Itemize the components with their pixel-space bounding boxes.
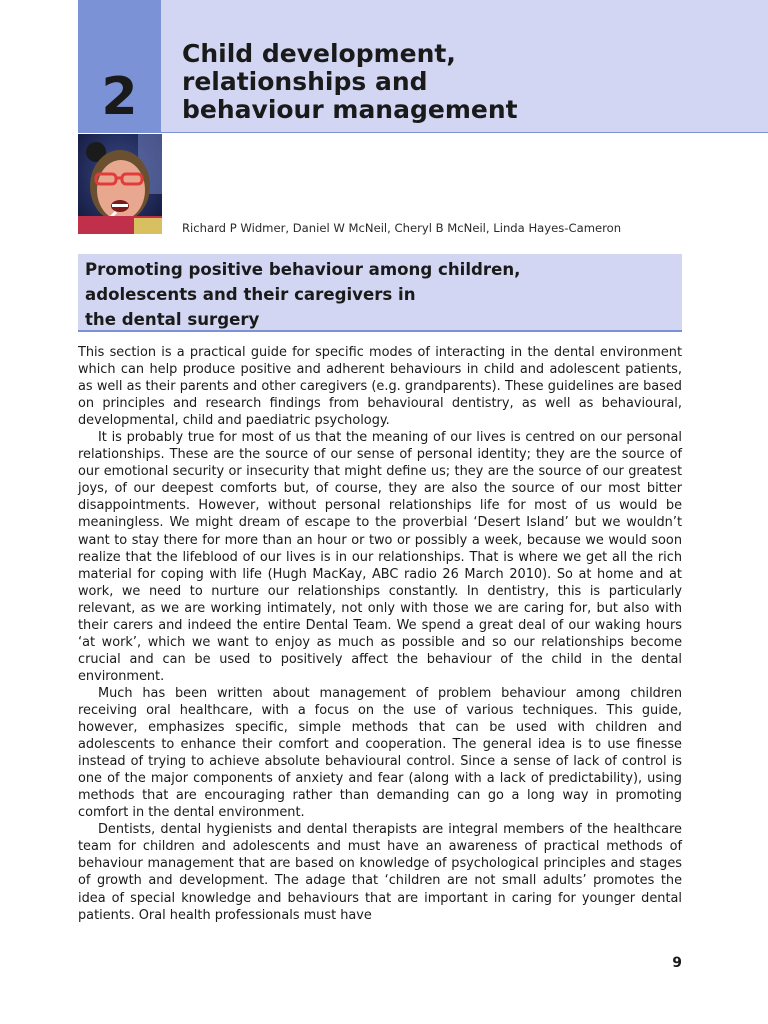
section-heading-line: Promoting positive behaviour among children, — [85, 260, 521, 279]
chapter-title-line: behaviour management — [182, 95, 518, 124]
paragraph: This section is a practical guide for specific modes of interacting in the dental environment which can help produce positive and adherent behaviours in child and adolescent patients, as well as their parents and other caregivers (e.g. grandparents). These guidelines are based on principles and research findings from behavioural dentistry, as well as behavioural, developmental, child and paediatric psychology. — [78, 345, 682, 429]
chapter-title — [182, 40, 742, 124]
authors: Richard P Widmer, Daniel W McNeil, Cheryl B McNeil, Linda Hayes-Cameron — [182, 221, 622, 235]
paragraph: It is probably true for most of us that the meaning of our lives is centred on our personal relationships. These are the source of our sense of personal identity; they are the source of our emotional security or insecurity that might define us; they are the source of our greatest joys, of our deepest comforts but, of course, they are also the source of our most bitter disappointments. However, without personal relationships life for most of us would be meaningless. We might dream of escape to the proverbial ‘Desert Island’ but we wouldn’t want to stay there for more than an hour or two or possibly a week, because we would soon realize that the lifeblood of our lives is in our relationships. That is where we get all the rich material for coping with life (Hugh MacKay, ABC radio 26 March 2010). So at home and at work, we need to nurture our relationships constantly. In dentistry, this is particularly relevant, as we are working intimately, not only with those we are caring for, but also with their carers and indeed the entire Dental Team. We spend a great deal of our waking hours ‘at work’, which we want to enjoy as much as possible and so our relationships become crucial and can be used to positively affect the behaviour of the child in the dental environment. — [78, 430, 682, 684]
paragraph: Dentists, dental hygienists and dental therapists are integral members of the healthcare team for children and adolescents and must have an awareness of practical methods of behaviour management that are based on knowledge of psychological principles and stages of growth and development. The adage that ‘children are not small adults’ promotes the idea of special knowledge and behaviours that are important in caring for younger dental patients. Oral health professionals must have — [78, 822, 682, 923]
chapter-title-line: relationships and — [182, 67, 428, 96]
body-text — [78, 344, 682, 924]
chapter-title-line: Child development, — [182, 39, 456, 68]
section-heading-line: adolescents and their caregivers in — [85, 285, 416, 304]
child-photo-icon — [78, 134, 162, 234]
chapter-number: 2 — [101, 67, 138, 127]
section-heading — [78, 254, 682, 332]
section-heading-line: the dental surgery — [85, 310, 260, 329]
paragraph: Much has been written about management of problem behaviour among children receiving oral healthcare, with a focus on the use of various techniques. This guide, however, emphasizes specific, simple methods that can be used with children and adolescents to enhance their comfort and cooperation. The general idea is to use finesse instead of trying to achieve absolute behavioural control. Since a sense of lack of control is one of the major components of anxiety and fear (along with a lack of predictability), using methods that are encouraging rather than demanding can go a long way in promoting comfort in the dental environment. — [78, 685, 682, 821]
page-number: 9 — [672, 955, 682, 971]
